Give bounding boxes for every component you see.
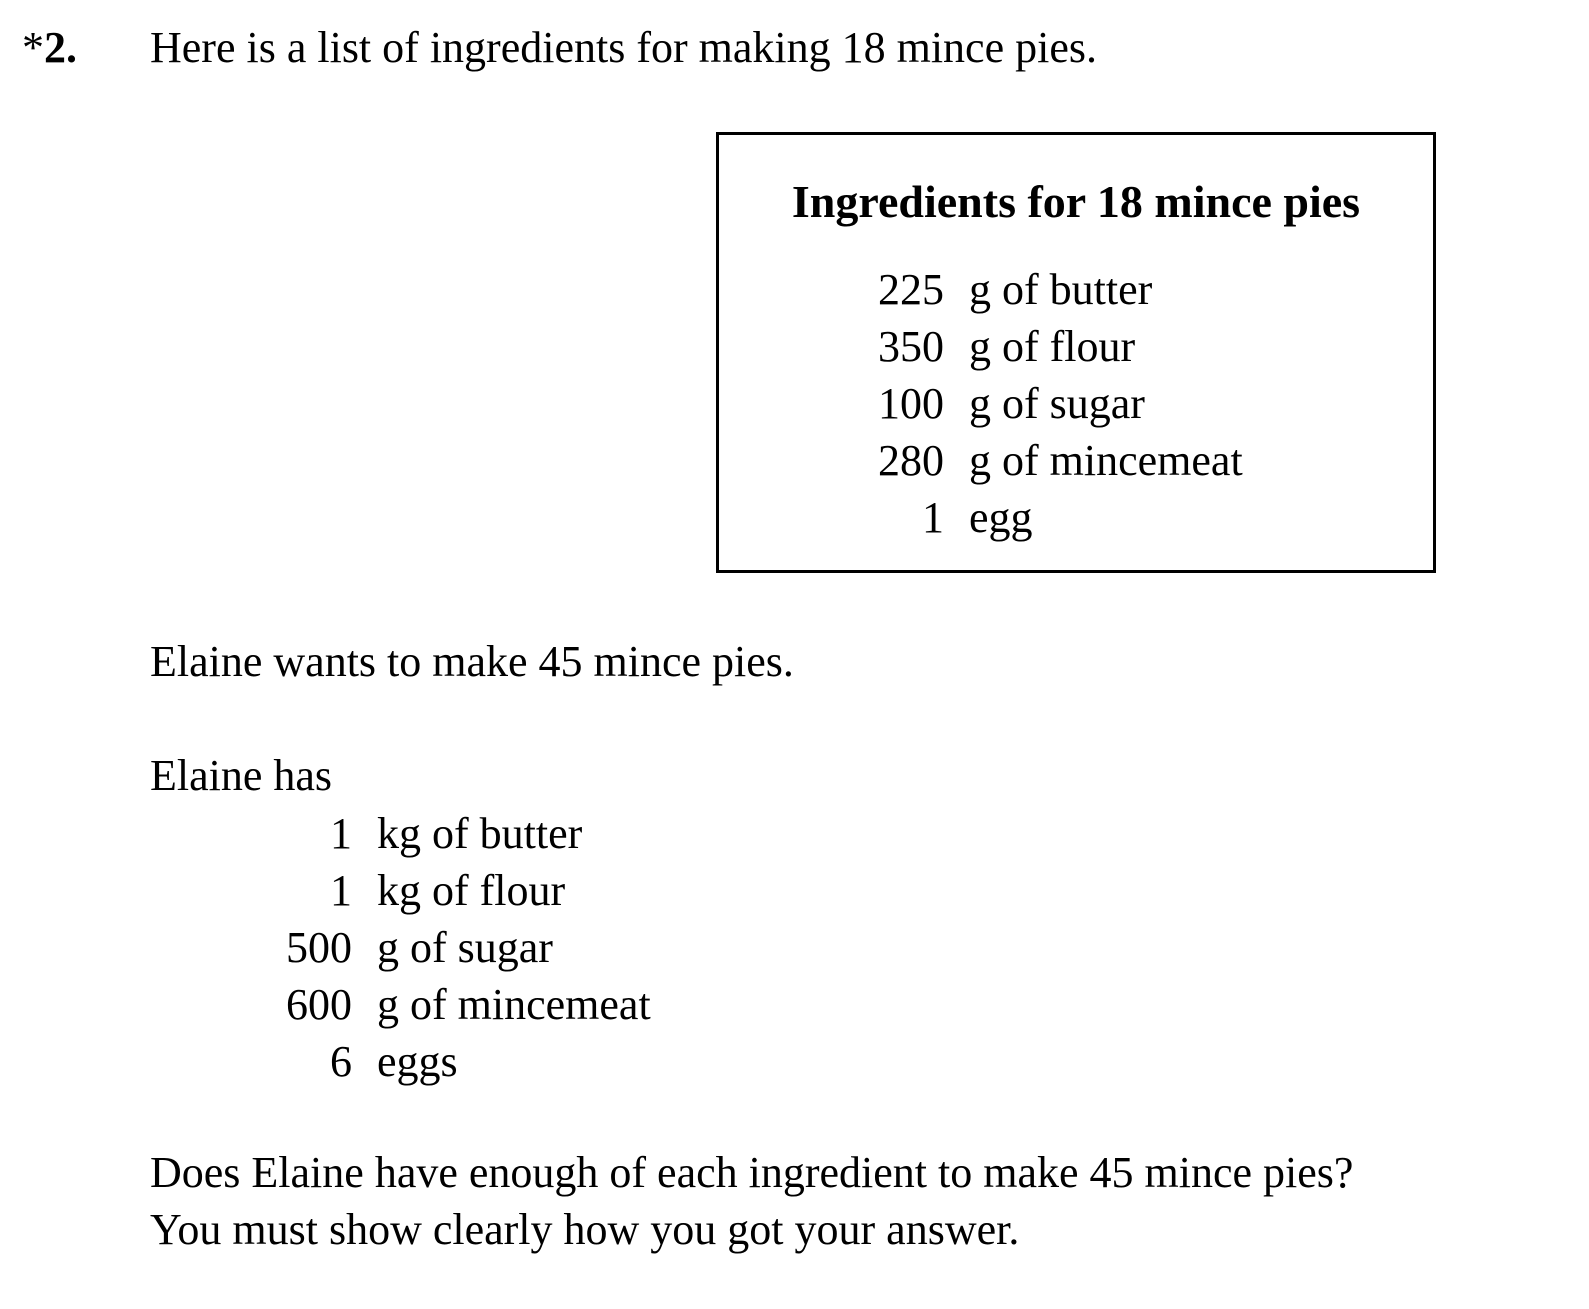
instruction-text: You must show clearly how you got your answer. — [150, 1205, 1020, 1254]
question-number — [22, 22, 77, 74]
recipe-list — [864, 261, 1243, 546]
has-item: eggs — [377, 1037, 458, 1086]
recipe-qty: 225 — [878, 265, 944, 314]
has-item: kg of butter — [377, 809, 583, 858]
recipe-qty: 1 — [922, 493, 944, 542]
goal-text: Elaine wants to make 45 mince pies. — [150, 637, 794, 686]
recipe-row — [864, 261, 1243, 318]
recipe-item: g of mincemeat — [969, 436, 1243, 485]
question-number-label: 2. — [44, 23, 77, 72]
recipe-item: egg — [969, 493, 1033, 542]
recipe-item: g of sugar — [969, 379, 1145, 428]
recipe-title: Ingredients for 18 mince pies — [791, 176, 1361, 227]
recipe-box — [716, 132, 1436, 573]
has-text: Elaine has — [150, 751, 333, 800]
recipe-qty: 350 — [878, 322, 944, 371]
has-item: g of sugar — [377, 923, 553, 972]
has-row — [272, 805, 651, 862]
recipe-item: g of butter — [969, 265, 1153, 314]
has-qty: 500 — [286, 923, 352, 972]
recipe-row — [864, 489, 1243, 546]
has-row — [272, 919, 651, 976]
has-qty: 1 — [330, 866, 352, 915]
has-row — [272, 862, 651, 919]
question-text: Does Elaine have enough of each ingredient to make 45 mince pies? — [150, 1148, 1354, 1197]
recipe-row — [864, 318, 1243, 375]
recipe-qty: 100 — [878, 379, 944, 428]
has-qty: 600 — [286, 980, 352, 1029]
has-qty: 6 — [330, 1037, 352, 1086]
has-list — [272, 805, 651, 1090]
has-row — [272, 1033, 651, 1090]
recipe-row — [864, 375, 1243, 432]
has-qty: 1 — [330, 809, 352, 858]
question-intro: Here is a list of ingredients for making 18 mince pies. — [150, 23, 1097, 72]
recipe-qty: 280 — [878, 436, 944, 485]
recipe-item: g of flour — [969, 322, 1136, 371]
recipe-row — [864, 432, 1243, 489]
has-row — [272, 976, 651, 1033]
question-star: * — [22, 23, 44, 72]
has-item: kg of flour — [377, 866, 566, 915]
has-item: g of mincemeat — [377, 980, 651, 1029]
